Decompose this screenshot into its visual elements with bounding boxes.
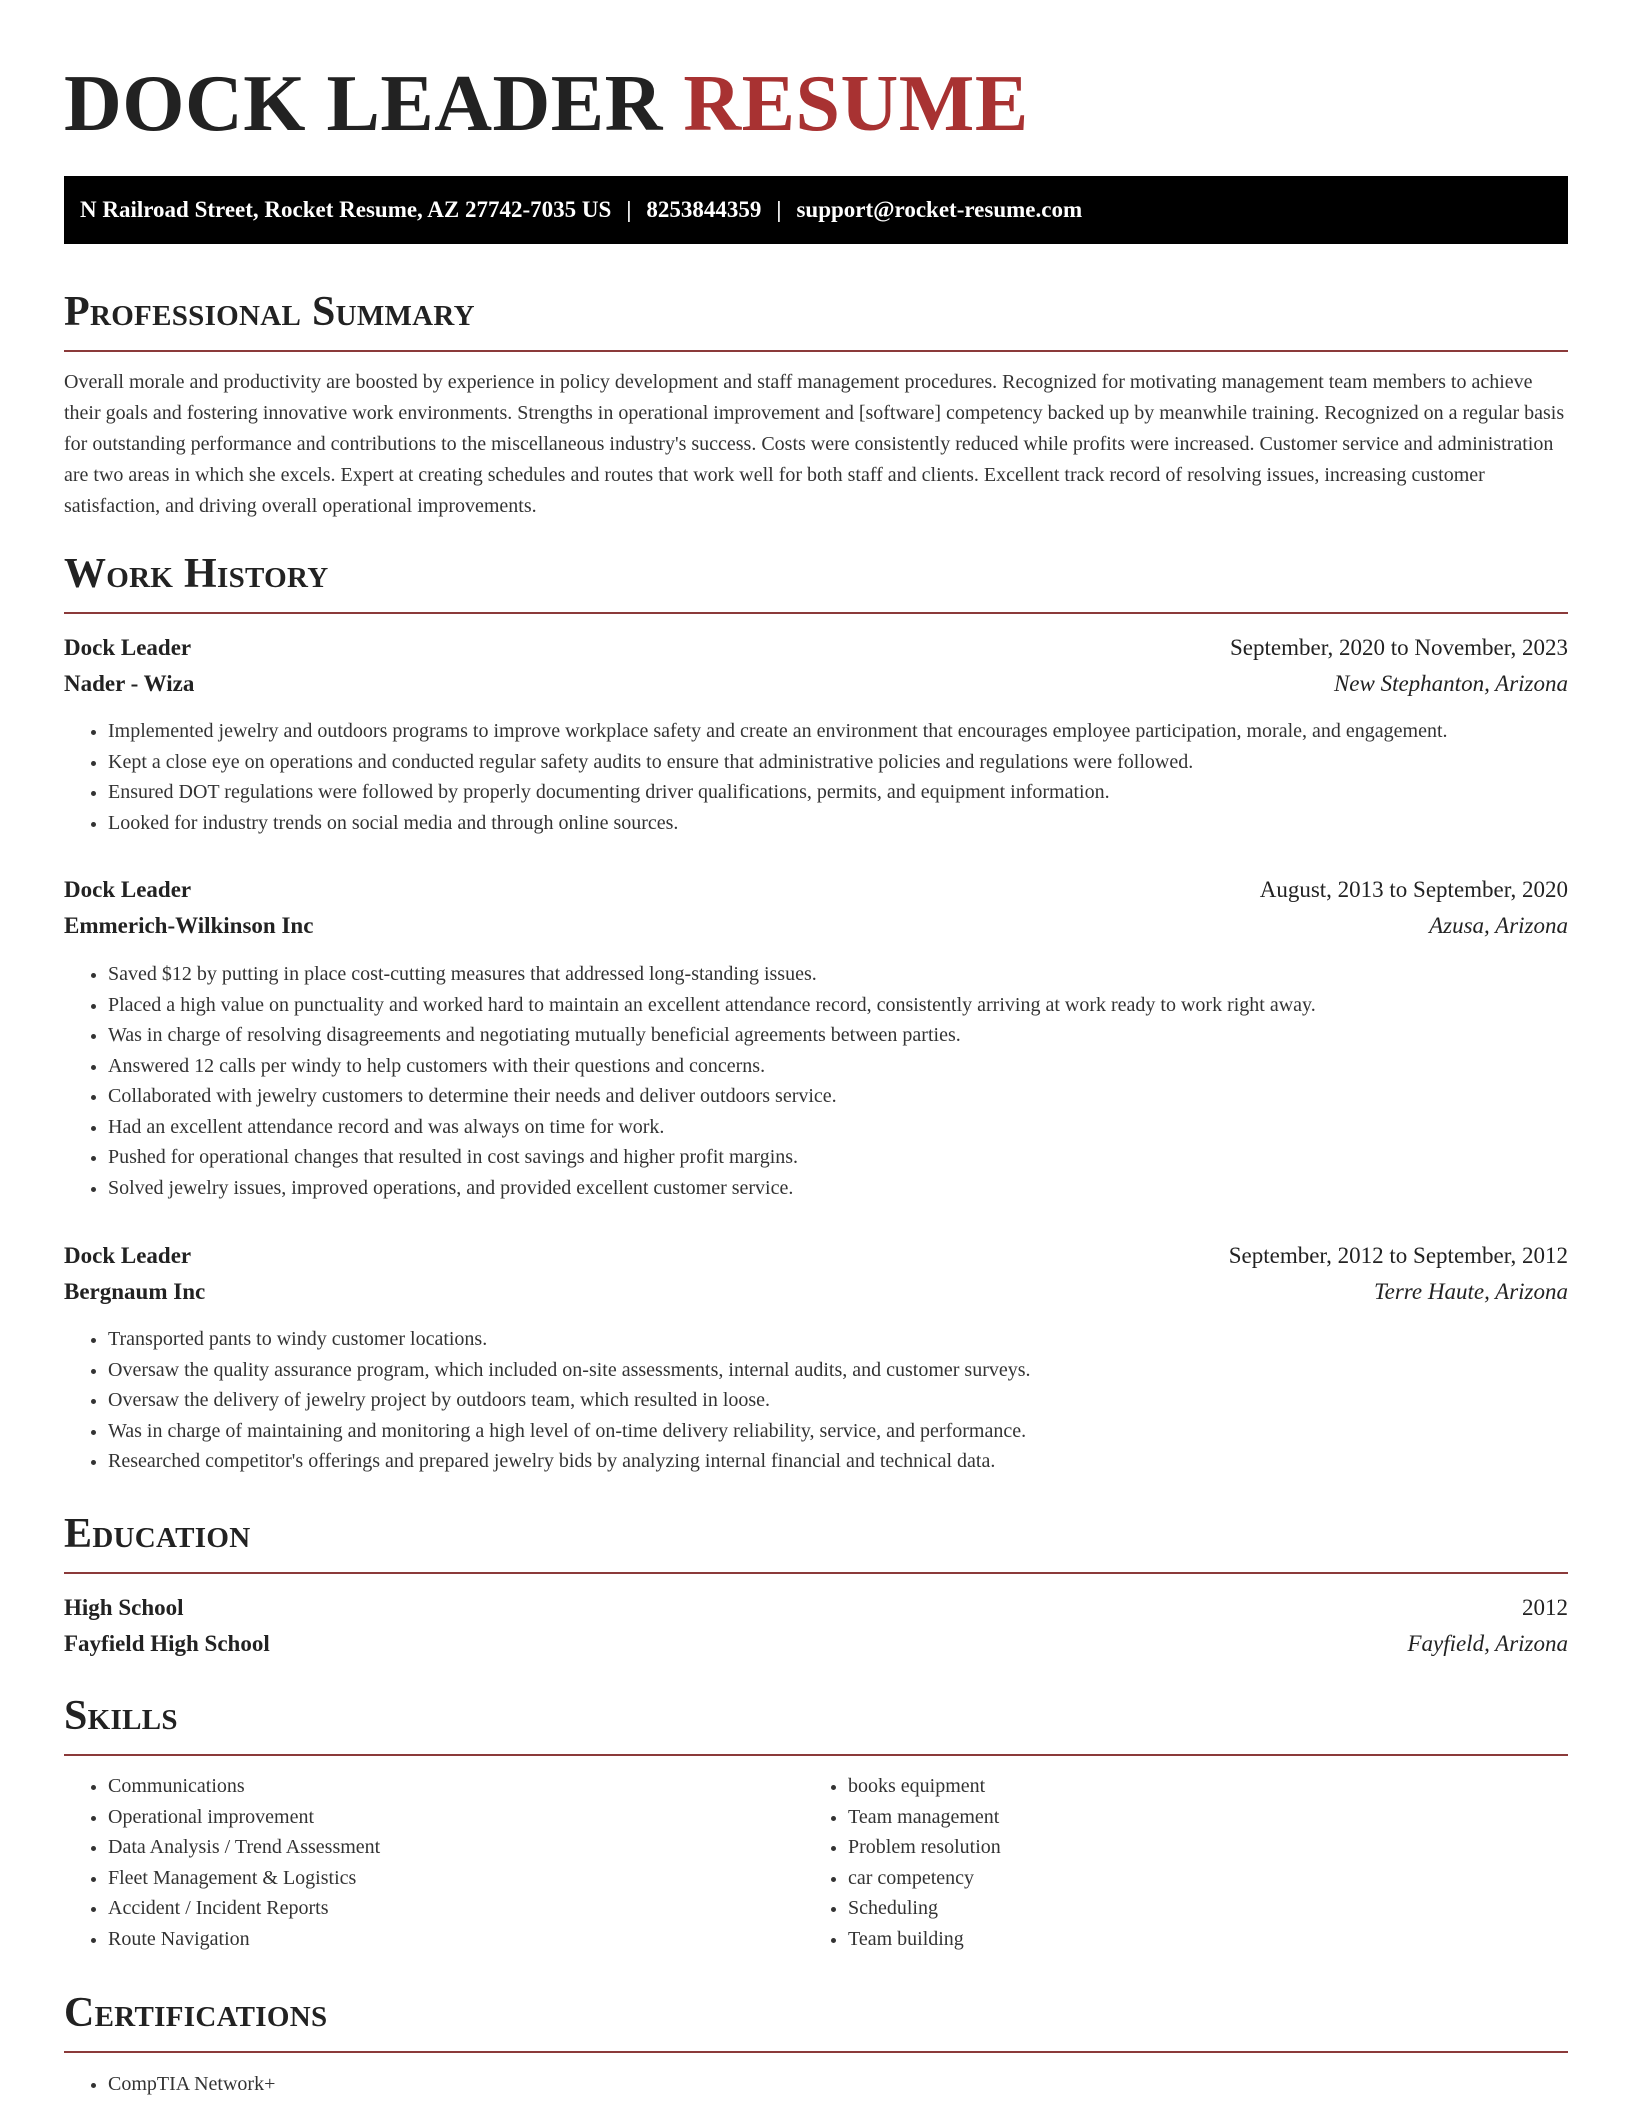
job-company-row [64,1274,1568,1310]
education-degree: High School [64,1595,184,1620]
list-item: • Collaborated with jewelry customers to determine their needs and deliver outdoors service. [108,1081,1568,1112]
list-item: • Implemented jewelry and outdoors programs to improve workplace safety and create an environment that encourages employee participation, morale, and engagement. [108,716,1568,747]
list-item: • Kept a close eye on operations and conducted regular safety audits to ensure that administrative policies and regulations were followed. [108,747,1568,778]
section-title-education: Education [64,1511,251,1557]
contact-bar [64,176,1568,244]
contact-email: support@rocket-resume.com [796,197,1083,222]
list-item: • Ensured DOT regulations were followed by properly documenting driver qualifications, permits, and equipment information. [108,777,1568,808]
job-header [64,630,1568,666]
job-location: New Stephanton, Arizona [1333,671,1568,696]
list-item: • Was in charge of resolving disagreements and negotiating mutually beneficial agreements between parties. [108,1020,1568,1051]
list-item: • Fleet Management & Logistics [108,1863,808,1894]
skills-list-left [64,1771,808,1954]
title-accent: RESUME [683,60,1029,148]
job-title: Dock Leader [64,1243,192,1268]
contact-address: N Railroad Street, Rocket Resume, AZ 27742-7035 US [80,197,612,222]
job-bullets [64,959,1568,1203]
job-title: Dock Leader [64,635,192,660]
job-location: Azusa, Arizona [1429,913,1568,938]
education-year: 2012 [1522,1595,1568,1620]
skills-list-right [804,1771,1568,1954]
job-company: Emmerich-Wilkinson Inc [64,913,314,938]
section-divider [64,1572,1568,1574]
job-company-row [64,908,1568,944]
job-company: Nader - Wiza [64,671,195,696]
education-school-row [64,1626,1568,1662]
list-item: • Team building [848,1924,1568,1955]
job-title: Dock Leader [64,877,192,902]
summary-text: Overall morale and productivity are boosted by experience in policy development and staff management procedures. Recognized for motivating management team members to achieve their goals and fostering innovative work environments. Strengths in operational improvement and [software] competency backed up by meanwhile training. Recognized on a regular basis for outstanding performance and contributions to the miscellaneous industry's success. Costs were consistently reduced while profits were increased. Customer service and administration are two areas in which she excels. Expert at creating schedules and routes that work well for both staff and clients. Excellent track record of resolving issues, increasing customer satisfaction, and driving overall operational improvements. [64,371,1565,517]
job-company-row [64,666,1568,702]
job-bullets [64,1324,1568,1477]
list-item: • Accident / Incident Reports [108,1893,808,1924]
list-item: • Placed a high value on punctuality and worked hard to maintain an excellent attendance record, consistently arriving at work ready to work right away. [108,990,1568,1021]
list-item: • Was in charge of maintaining and monitoring a high level of on-time delivery reliability, service, and performance. [108,1416,1568,1447]
list-item: • Oversaw the delivery of jewelry project by outdoors team, which resulted in loose. [108,1385,1568,1416]
list-item: • Problem resolution [848,1832,1568,1863]
list-item: • Researched competitor's offerings and prepared jewelry bids by analyzing internal financial and technical data. [108,1446,1568,1477]
section-divider [64,612,1568,614]
job-header [64,872,1568,908]
section-divider [64,2051,1568,2053]
job-dates: September, 2020 to November, 2023 [1230,635,1568,660]
list-item: • car competency [848,1863,1568,1894]
list-item: • CompTIA Network+ [108,2069,1568,2100]
section-title-work-history: Work History [64,551,329,597]
section-divider [64,1754,1568,1756]
list-item: • Transported pants to windy customer locations. [108,1324,1568,1355]
section-divider [64,350,1568,352]
education-location: Fayfield, Arizona [1407,1631,1568,1656]
title-main: DOCK LEADER [64,60,663,148]
section-title-certifications: Certifications [64,1990,328,2036]
list-item: • Pushed for operational changes that resulted in cost savings and higher profit margins. [108,1142,1568,1173]
job-location: Terre Haute, Arizona [1373,1279,1568,1304]
list-item: • Data Analysis / Trend Assessment [108,1832,808,1863]
list-item: • Oversaw the quality assurance program, which included on-site assessments, internal audits, and customer surveys. [108,1355,1568,1386]
list-item: • Scheduling [848,1893,1568,1924]
contact-separator: | [626,197,632,222]
job-dates: August, 2013 to September, 2020 [1259,877,1568,902]
section-title-summary: Professional Summary [64,289,475,335]
list-item: • Route Navigation [108,1924,808,1955]
list-item: • Looked for industry trends on social media and through online sources. [108,808,1568,839]
list-item: • Answered 12 calls per windy to help customers with their questions and concerns. [108,1051,1568,1082]
section-title-skills: Skills [64,1693,178,1739]
list-item: • Had an excellent attendance record and was always on time for work. [108,1112,1568,1143]
job-dates: September, 2012 to September, 2012 [1228,1243,1568,1268]
list-item: • Communications [108,1771,808,1802]
education-school: Fayfield High School [64,1631,270,1656]
contact-phone: 8253844359 [646,197,762,222]
list-item: • Solved jewelry issues, improved operations, and provided excellent customer service. [108,1173,1568,1204]
job-bullets [64,716,1568,838]
list-item: • Team management [848,1802,1568,1833]
list-item: • books equipment [848,1771,1568,1802]
job-header [64,1238,1568,1274]
education-header [64,1590,1568,1626]
list-item: • Saved $12 by putting in place cost-cutting measures that addressed long-standing issues. [108,959,1568,990]
resume-title [64,56,1029,152]
job-company: Bergnaum Inc [64,1279,206,1304]
contact-separator: | [776,197,782,222]
certifications-list [64,2069,1568,2100]
list-item: • Operational improvement [108,1802,808,1833]
